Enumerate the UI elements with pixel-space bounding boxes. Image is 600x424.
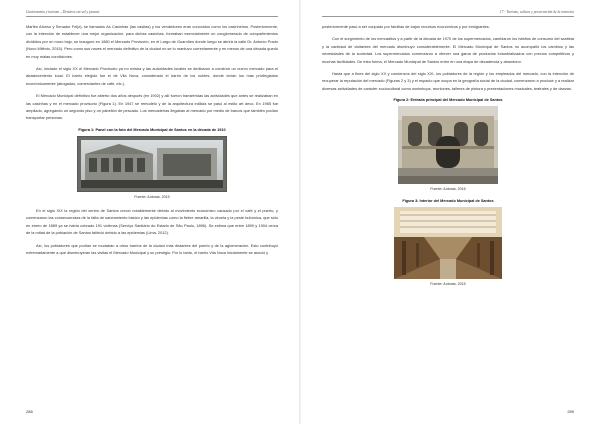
header-title: Gastronomia y turismo – Destinos sin sal y picante	[26, 10, 100, 14]
figure-2-caption: Figura 2: Entrada principal del Mercado Municipal de Santos	[393, 98, 503, 103]
book-gutter	[299, 0, 301, 424]
header-chapter: 17 - Turismo, cultura y preservación de la memoria	[499, 10, 574, 14]
figure-3-caption: Figura 3: Interior del Mercado Municipal de Santos	[402, 199, 494, 204]
market-entrance-photo-image	[398, 106, 498, 184]
paragraph: En el siglo XIX la región del centro de Santos creció notablemente debido al movimiento económico causado por el café y el puerto, y comenzaron las consecuencias de la falta de saneamiento básico y las epidemias como la fiebre amarilla, la viruela y la peste bubónica, que sólo en enero de 1889 ya se había cobrado 191 víctimas (Serviço Sanitário do Estado de São Paulo, 1896). Se estima que entre 1890 y 1904 cerca de la mitad de la población de Santos falleció debido a las epidemias (Lima, 2012).	[26, 207, 278, 236]
figure-1-source: Fuente: Autoras, 2015	[134, 194, 170, 199]
page-number: 288	[26, 409, 33, 414]
paragraph: Así, iniciado el siglo XX el Mercado Provisorio ya no existía y las autoridades locales se dedicaron a construir un nuevo mercado para el abastecimiento local. El barrio elegido fue el de Vila Nova, considerado el barrio de los nobles, donde vivían los más privilegiados económicamente (abogados, comerciantes de café, etc.).	[26, 66, 278, 86]
paragraph: Con el surgimiento de los mercaditos y a partir de la década de 1970 de los supermercados, cambiaron los hábitos de consumo del santista y la cantidad de visitantes del mercado disminuyó considerablemente. El Mercado Municipal de Santos no acompañó los cambios y las necesidades de la sociedad. Los supermercados comenzaron a ofrecer una gama de productos industrializados con precios competitivos y muchas facilidades. De esta forma, el Mercado Municipal de Santos entró en una etapa de decadencia y abandono.	[322, 36, 574, 64]
right-page	[300, 0, 600, 424]
historic-market-photo-image	[77, 136, 227, 192]
paragraph: El Mercado Municipal definitivo fue abierto dos años después (en 1902) y allí fueron transferidas las actividades que antes se realizaban en las casinhas y en el mercado provisorio (Figura 1). En 1947 se remodeló y de la arquitectura edilicia se pasó al estilo art deco. En 1965 fue ampliado, agregando un segundo piso y un pabellón de pescado. Los mercaderías llegaban al mercado por medio de barcos que también podían transportar personas.	[26, 93, 278, 121]
paragraph: Hasta que a fines del siglo XX y comienzos del siglo XXI, los pobladores de la región y los empleados del mercado, con la intención de recuperar la reputación del mercado (Figuras 2 y 3) y el espacio que ocupa en la geografía social de la ciudad, comenzaron a producir y a realizar diversas actividades de carácter sociocultural como workshops, reuniones, talleres de pintura y presentaciones musicales, teatrales y de danzas.	[322, 71, 574, 91]
market-interior-photo-image	[394, 207, 502, 279]
figure-2-photo	[398, 106, 498, 184]
figure-3-photo	[394, 207, 502, 279]
paragraph: Así, los pobladores que podían se mudaban a otros barrios de la ciudad más distantes del puerto y de la aglomeración. Esto contribuyó extremadamente a que disminuyeran las visitas el Mercado Municipal y su prestigio. Por lo tanto, el barrio Vila Nova inicialmente se asoció y	[26, 242, 278, 255]
figure-2-source: Fuente: Autoras, 2016	[430, 187, 466, 192]
paragraph: Martim Afonso y Senador Feijó), se llamados As Casinhas (las casitas) y los vendedores eran conocidos como los casinheiros. Posteriormente, con la intención de establecer una mejor organización, para dichas casinhas, formaban esencialmente un conglomerado de compartimientos divididos por un muro bajo, se inauguró en 1880 el Mercado Provisorio, en el Largo de Guarnões donde luego se abrirá la calle Dr. Antonio Prado (Novo Milênio, 2015). Pero como sus naves el mercado definitivo de la ciudad no se lo mantuvo correctamente y en menos de una década quedó en muy malas condiciones.	[26, 24, 278, 59]
figure-1-caption: Figura 1: Panel con la foto del Mercado Municipal de Santos en la década de 1910	[78, 127, 226, 132]
figure-1-photo	[77, 136, 227, 192]
paragraph: posteriormente pasó a ser ocupado por familias de bajos recursos económicos y por inmigrantes.	[322, 24, 490, 29]
running-header	[26, 10, 278, 17]
running-header	[322, 10, 574, 17]
figure-3-source: Fuente: Autoras, 2015	[430, 282, 466, 287]
page-number: 289	[567, 409, 574, 414]
